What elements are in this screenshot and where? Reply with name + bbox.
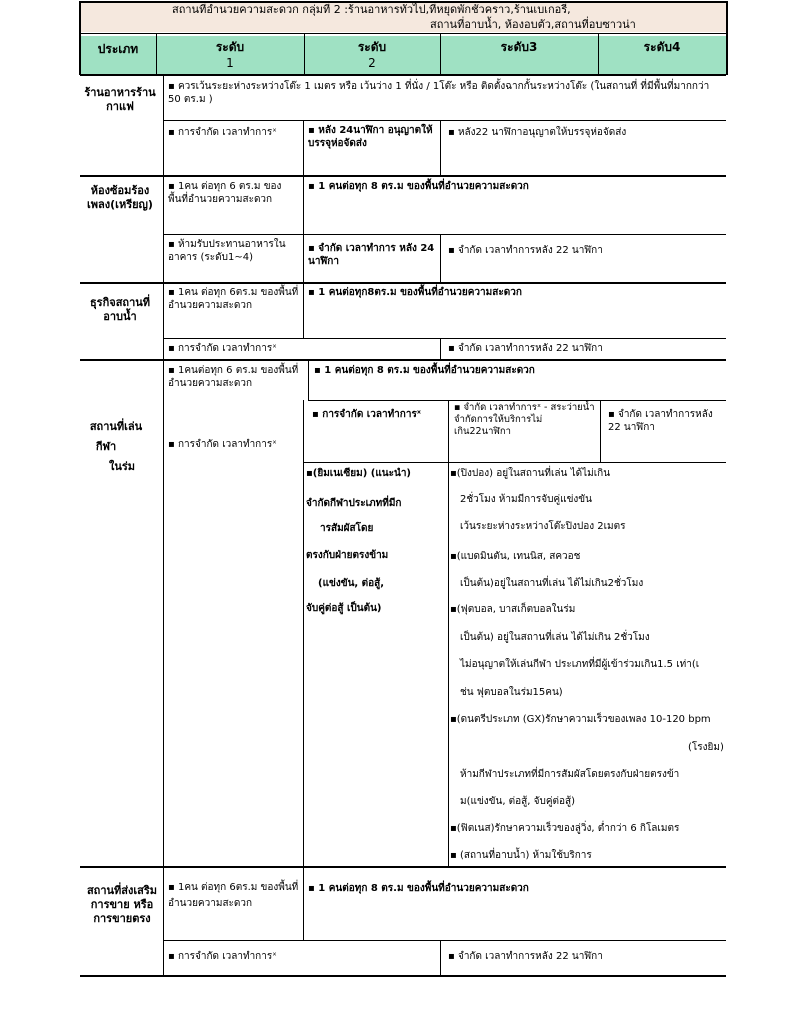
grid-line (440, 234, 441, 282)
sales-hours-level12: ▪ การจำกัด เวลาทำการˣ (168, 951, 277, 962)
category-indoor-sports-line-2: กีฬา (95, 440, 117, 453)
gym-note-level34-line: ▪(แบดมินตัน, เทนนิส, สควอช (450, 551, 581, 562)
category-restaurant: ร้านอาหารร้านกาแฟ (84, 86, 156, 113)
grid-line (80, 282, 726, 284)
sports-capacity-level1: ▪ 1คนต่อทุก 6 ตร.ม ของพื้นที่อำนวยความสะดวก (168, 365, 299, 389)
sports-hours-level3: ▪ จำกัด เวลาทำการˣ - สระว่ายน้ำ จำกัดการให้บริการไม่เกิน22นาฬิกา (454, 402, 595, 437)
grid-line (80, 74, 726, 76)
restaurant-distance-rule: ▪ ควรเว้นระยะห่างระหว่างโต๊ะ 1 เมตร หรือ เว้นว่าง 1 ที่นั่ง / 1โต๊ะ หรือ ติดตั้งฉากกั้นระหว่างโต๊ะ (ในสถานที่ ที่มีพื้นที่มากกว่า 50 ตร.ม ) (168, 81, 710, 105)
header-level4: ระดับ4 (643, 40, 681, 54)
header-type: ประเภท (97, 42, 139, 56)
grid-line (163, 176, 164, 282)
grid-line (163, 867, 164, 975)
restaurant-hours-level34: ▪ หลัง22 นาฬิกาอนุญาตให้บรรจุห่อจัดส่ง (448, 127, 627, 138)
category-sales: สถานที่ส่งเสริมการขาย หรือการขายตรง (86, 884, 158, 925)
gym-note-level34-line: 2ชั่วโมง ห้ามมีการจับคู่แข่งขัน (460, 494, 592, 505)
grid-line (163, 338, 726, 339)
gym-note-level34-line: เว้นระยะห่างระหว่างโต๊ะปิงปอง 2เมตร (460, 521, 626, 532)
grid-line (448, 400, 449, 866)
grid-line (598, 34, 599, 75)
karaoke-capacity-level24: ▪ 1 คนต่อทุก 8 ตร.ม ของพื้นที่อำนวยความสะดวก (308, 181, 529, 192)
sales-capacity-level1: ▪ 1คน ต่อทุก 6ตร.ม ของพื้นที่อำนวยความสะดวก (168, 882, 299, 909)
sports-hours-level2: ▪ การจำกัด เวลาทำการˣ (312, 409, 421, 420)
grid-line (440, 34, 441, 75)
restaurant-hours-level1: ▪ การจำกัด เวลาทำการˣ (168, 127, 277, 138)
table-title-line-1: สถานที่อำนวยความสะดวก กลุ่มที่ 2 :ร้านอาหารทั่วไป,ที่หยุดพักชั่วคราว,ร้านเบเกอรี่, (172, 3, 571, 16)
grid-line (163, 360, 164, 866)
grid-line (303, 462, 726, 463)
gym-note-level2-line: ตรงกับฝ่ายตรงข้าม (306, 550, 389, 561)
header-level1-number: 1 (226, 56, 234, 70)
gym-note-level34-line: ▪(ฟุตบอล, บาสเก็ตบอลในร่ม (450, 604, 576, 615)
grid-line (163, 283, 164, 359)
gym-note-level34-line: เป็นต้น) อยู่ในสถานที่เล่น ได้ไม่เกิน 2ชั่วโมง (460, 632, 650, 643)
header-level2-label: ระดับ (357, 40, 387, 54)
gym-note-level34-line: ▪(ปิงปอง) อยู่ในสถานที่เล่น ได้ไม่เกิน (450, 468, 611, 479)
gym-note-level2-line: จำกัดกีฬาประเภทที่มีก (306, 498, 402, 509)
grid-line (156, 34, 157, 75)
grid-line (303, 120, 304, 175)
header-level2-number: 2 (368, 56, 376, 70)
grid-line (440, 120, 441, 175)
grid-line (303, 400, 304, 866)
gym-note-level34-line: ไม่อนุญาตให้เล่นกีฬา ประเภทที่มีผู้เข้าร่วมเกิน1.5 เท่า(เ (460, 659, 700, 670)
category-indoor-sports-line-3: ในร่ม (108, 460, 136, 473)
grid-line (303, 176, 304, 282)
restaurant-hours-level2: ▪ หลัง 24นาฬิกา อนุญาตให้บรรจุห่อจัดส่ง (308, 125, 433, 149)
grid-line (440, 338, 441, 359)
bath-hours-level12: ▪ การจำกัด เวลาทำการˣ (168, 343, 277, 354)
grid-line (304, 34, 305, 75)
grid-line (80, 359, 726, 361)
bath-hours-level34: ▪ จำกัด เวลาทำการหลัง 22 นาฬิกา (448, 343, 603, 354)
gym-note-level2-line: จับคู่ต่อสู้ เป็นต้น) (306, 603, 382, 614)
grid-line (163, 234, 726, 235)
grid-line (726, 1, 728, 75)
karaoke-capacity-level1: ▪ 1คน ต่อทุก 6 ตร.ม ของพื้นที่อำนวยความสะดวก (168, 181, 282, 205)
grid-line (308, 400, 726, 401)
grid-line (163, 120, 726, 121)
grid-line (440, 940, 441, 975)
grid-line (600, 400, 601, 462)
gym-note-level2-line: ▪(ยิมเนเซียม) (แนะนำ) (306, 468, 412, 479)
gym-note-level2-line: ารสัมผัสโดย (320, 523, 374, 534)
karaoke-food-rule: ▪ ห้ามรับประทานอาหารในอาคาร (ระดับ1~4) (168, 239, 286, 263)
category-bath: ธุรกิจสถานที่อาบน้ำ (89, 296, 151, 323)
grid-line (80, 1, 726, 3)
header-level1-label: ระดับ (215, 40, 245, 54)
category-karaoke: ห้องซ้อมร้องเพลง(เหรียญ) (87, 184, 153, 211)
gym-note-level2-line: (แข่งขัน, ต่อสู้, (318, 578, 385, 589)
gym-note-level34-line: ช่น ฟุตบอลในร่ม15คน) (460, 687, 563, 698)
gym-note-level34-line: เป็นต้น)อยู่ในสถานที่เล่น ได้ไม่เกิน2ชั่วโมง (460, 578, 644, 589)
grid-line (80, 866, 726, 868)
gym-note-level34-line: ▪(ดนตรีประเภท (GX)รักษาความเร็วของเพลง 10-120 bpm (450, 714, 711, 725)
table-title-line-2: สถานที่อาบน้ำ, ห้องอบตัว,สถานที่อบซาวน่า (430, 18, 636, 31)
grid-line (163, 75, 164, 175)
bath-capacity-level1: ▪ 1คน ต่อทุก 6ตร.ม ของพื้นที่อำนวยความสะดวก (168, 287, 299, 311)
sports-hours-level4: ▪ จำกัด เวลาทำการหลัง 22 นาฬิกา (608, 409, 713, 433)
grid-line (80, 33, 726, 34)
grid-line (80, 975, 726, 977)
bath-capacity-level24: ▪ 1 คนต่อทุก8ตร.ม ของพื้นที่อำนวยความสะดวก (308, 287, 522, 298)
category-indoor-sports-line-1: สถานที่เล่น (89, 420, 143, 433)
grid-line (303, 283, 304, 338)
sports-hours-level1: ▪ การจำกัด เวลาทำการˣ (168, 439, 277, 450)
header-level3: ระดับ3 (500, 40, 538, 54)
gym-note-level34-line: ▪(ฟิตเนส)รักษาความเร็วของลู่วิ่ง, ต่ำกว่า 6 กิโลเมตร (450, 823, 680, 834)
sales-hours-level34: ▪ จำกัด เวลาทำการหลัง 22 นาฬิกา (448, 951, 603, 962)
gym-note-level34-line: ม(แข่งขัน, ต่อสู้, จับคู่ต่อสู้) (460, 796, 576, 807)
grid-line (308, 360, 309, 401)
gym-note-level34-line: (โรงยิม) (688, 742, 724, 753)
gym-note-level34-line: ▪ (สถานที่อาบน้ำ) ห้ามใช้บริการ (450, 850, 592, 861)
grid-line (80, 175, 726, 177)
karaoke-hours-level2: ▪ จำกัด เวลาทำการ หลัง 24 นาฬิกา (308, 243, 435, 267)
gym-note-level34-line: ห้ามกีฬาประเภทที่มีการสัมผัสโดยตรงกับฝ่ายตรงข้า (460, 769, 680, 780)
grid-line (79, 1, 81, 75)
sports-capacity-level24: ▪ 1 คนต่อทุก 8 ตร.ม ของพื้นที่อำนวยความสะดวก (314, 365, 535, 376)
grid-line (303, 867, 304, 940)
grid-line (163, 940, 726, 941)
sales-capacity-level24: ▪ 1 คนต่อทุก 8 ตร.ม ของพื้นที่อำนวยความสะดวก (308, 883, 529, 894)
karaoke-hours-level34: ▪ จำกัด เวลาทำการหลัง 22 นาฬิกา (448, 245, 603, 256)
